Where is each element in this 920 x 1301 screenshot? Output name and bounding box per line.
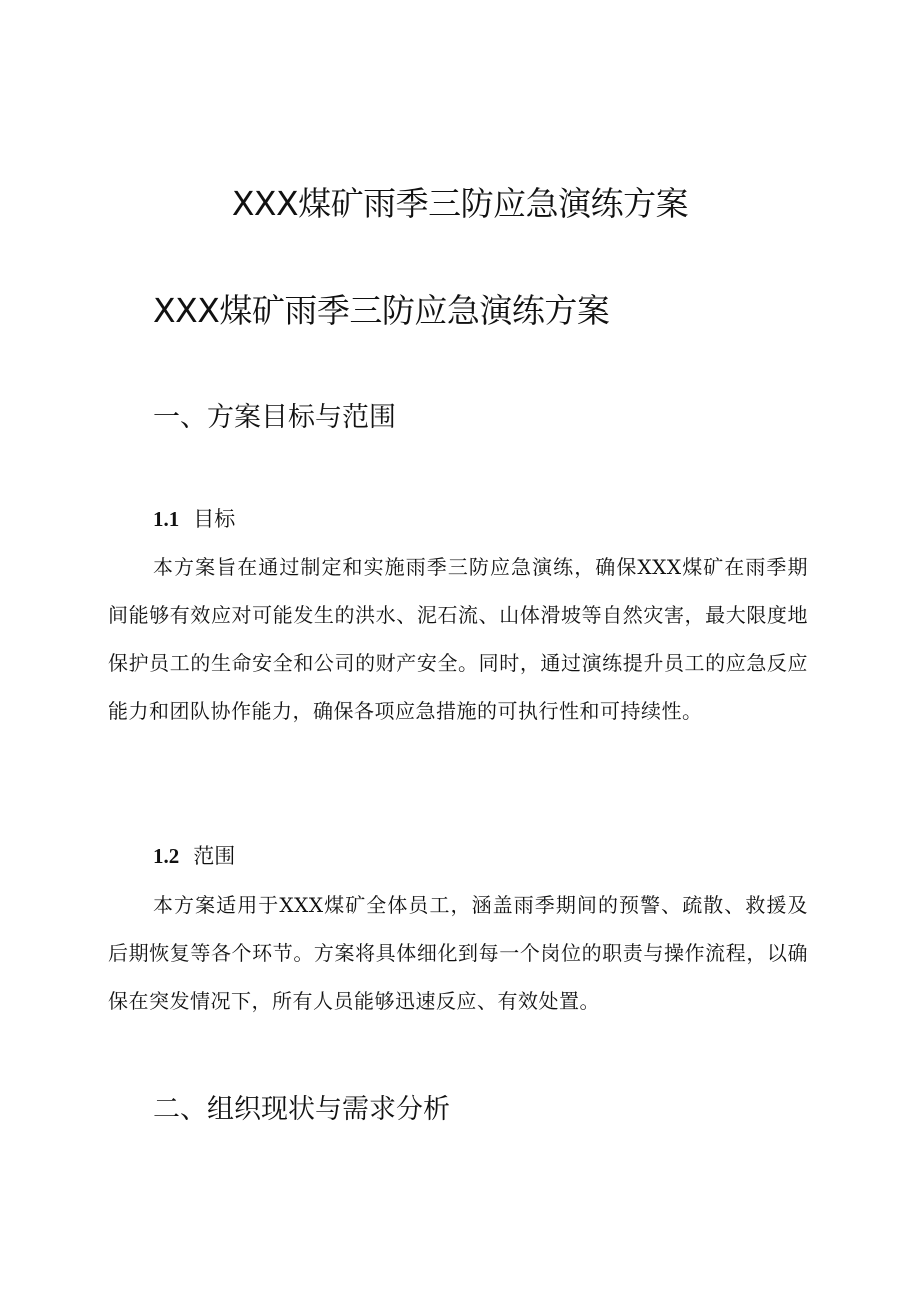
subsection-heading-1-1 — [153, 503, 235, 535]
document-subtitle: XXX煤矿雨季三防应急演练方案 — [153, 291, 610, 330]
subsection-heading-1-2 — [153, 840, 235, 872]
subsection-title: 范围 — [193, 844, 236, 868]
paragraph-scope: 本方案适用于XXX煤矿全体员工，涵盖雨季期间的预警、疏散、救援及后期恢复等各个环节。方案将具体细化到每一个岗位的职责与操作流程，以确保在突发情况下，所有人员能够迅速反应、有效处置。 — [108, 893, 808, 1013]
document-title: XXX煤矿雨季三防应急演练方案 — [231, 184, 689, 223]
subsection-number: 1.1 — [153, 507, 180, 531]
subsection-number: 1.2 — [153, 844, 180, 868]
subsection-title: 目标 — [193, 507, 236, 531]
section-heading-1: 一、方案目标与范围 — [153, 402, 396, 433]
paragraph-goal: 本方案旨在通过制定和实施雨季三防应急演练，确保XXX煤矿在雨季期间能够有效应对可能发生的洪水、泥石流、山体滑坡等自然灾害，最大限度地保护员工的生命安全和公司的财产安全。同时，通过演练提升员工的应急反应能力和团队协作能力，确保各项应急措施的可执行性和可持续性。 — [108, 555, 808, 723]
section-heading-2: 二、组织现状与需求分析 — [153, 1094, 450, 1125]
